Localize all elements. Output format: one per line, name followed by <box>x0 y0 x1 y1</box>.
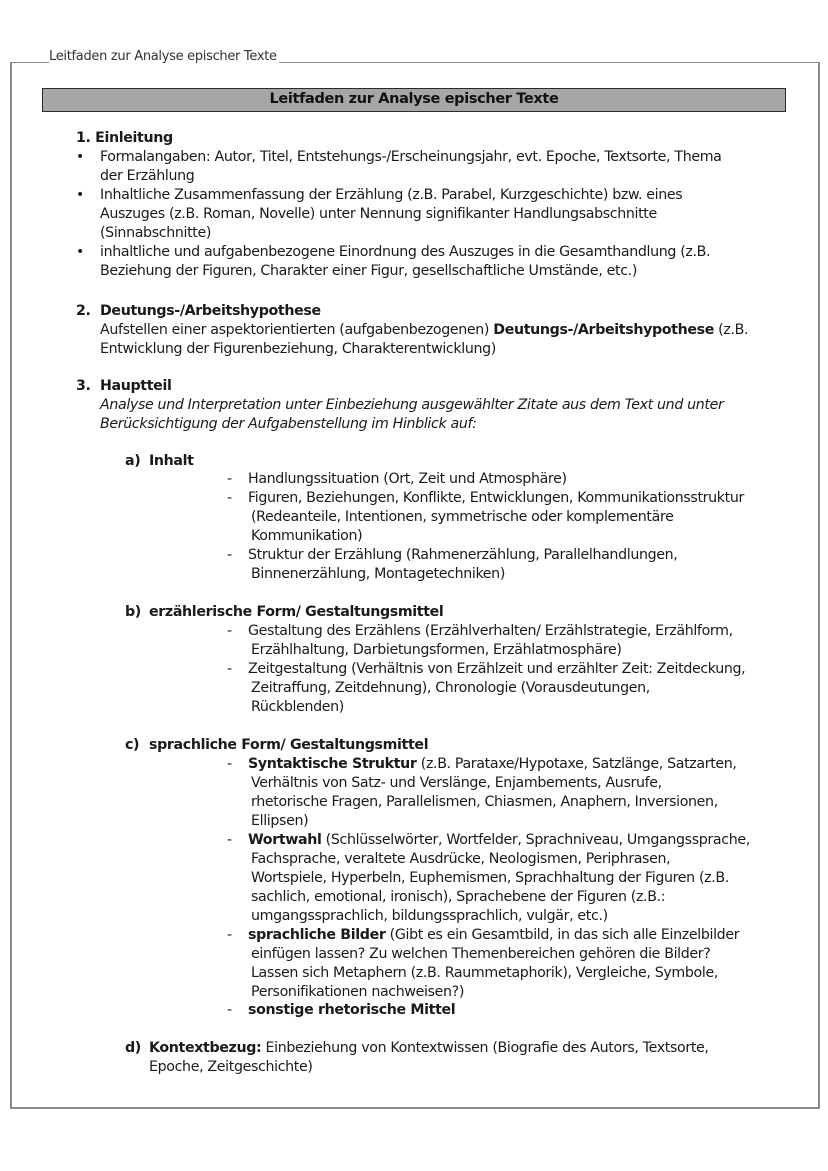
sub-c-item-2-line-2: Fachsprache, veraltete Ausdrücke, Neologismen, Periphrasen, <box>251 851 671 867</box>
einleitung-bullet-2-line-1: Inhaltliche Zusammenfassung der Erzählung (z.B. Parabel, Kurzgeschichte) bzw. eines <box>100 187 683 203</box>
dash-icon: - <box>227 661 232 677</box>
sub-c-label: c) <box>125 737 140 753</box>
term-sprachliche-bilder: sprachliche Bilder <box>248 927 386 943</box>
sub-c-item-2-line-4: sachlich, emotional, ironisch), Sprachebene der Figuren (z.B.: <box>251 889 666 905</box>
sub-b-item-2-line-3: Rückblenden) <box>251 699 344 715</box>
sub-c-item-1-line-3: rhetorische Fragen, Parallelismen, Chiasmen, Anaphern, Inversionen, <box>251 794 718 810</box>
running-header: Leitfaden zur Analyse epischer Texte <box>49 49 277 64</box>
sub-c-item-2-line-3: Wortspiele, Hyperbeln, Euphemismen, Sprachhaltung der Figuren (z.B. <box>251 870 729 886</box>
sub-a-item-3-line-1: Struktur der Erzählung (Rahmenerzählung, Parallelhandlungen, <box>248 547 678 563</box>
dash-icon: - <box>227 1002 232 1018</box>
sub-a-item-3-line-2: Binnenerzählung, Montagetechniken) <box>251 566 506 582</box>
sub-c-item-2-line-1 <box>248 831 750 850</box>
sub-c-item-4-line-1: sonstige rhetorische Mittel <box>248 1002 456 1018</box>
section-hauptteil-number: 3. <box>76 378 91 394</box>
sub-c-heading: sprachliche Form/ Gestaltungsmittel <box>149 737 429 753</box>
sub-a-item-1-line-1: Handlungssituation (Ort, Zeit und Atmosphäre) <box>248 471 567 487</box>
hypothese-line-2: Entwicklung der Figurenbeziehung, Charakterentwicklung) <box>100 341 496 357</box>
sub-a-heading: Inhalt <box>149 453 194 469</box>
dash-icon: - <box>227 756 232 772</box>
sub-b-item-1-line-1: Gestaltung des Erzählens (Erzählverhalten/ Erzählstrategie, Erzählform, <box>248 623 733 639</box>
sub-c-item-3-line-2: einfügen lassen? Zu welchen Themenbereichen gehören die Bilder? <box>251 946 711 962</box>
term-kontextbezug: Kontextbezug: <box>149 1040 262 1056</box>
item-text: (Schlüsselwörter, Wortfelder, Sprachniveau, Umgangssprache, <box>321 832 750 848</box>
einleitung-bullet-2-line-2: Auszuges (z.B. Roman, Novelle) unter Nennung signifikanter Handlungsabschnitte <box>100 206 657 222</box>
einleitung-bullet-1-line-1: Formalangaben: Autor, Titel, Entstehungs-/Erscheinungsjahr, evt. Epoche, Textsorte, Thema <box>100 149 722 165</box>
hauptteil-intro-line-2: Berücksichtigung der Aufgabenstellung im Hinblick auf: <box>100 416 477 432</box>
einleitung-bullet-1-line-2: der Erzählung <box>100 168 195 184</box>
dash-icon: - <box>227 623 232 639</box>
dash-icon: - <box>227 547 232 563</box>
sub-c-item-2-line-5: umgangssprachlich, bildungssprachlich, vulgär, etc.) <box>251 908 608 924</box>
bullet-icon: • <box>76 244 84 260</box>
einleitung-bullet-3-line-1: inhaltliche und aufgabenbezogene Einordnung des Auszuges in die Gesamthandlung (z.B. <box>100 244 711 260</box>
section-title: Einleitung <box>95 130 173 146</box>
dash-icon: - <box>227 490 232 506</box>
document-title: Leitfaden zur Analyse epischer Texte <box>42 88 786 112</box>
sub-b-heading: erzählerische Form/ Gestaltungsmittel <box>149 604 444 620</box>
hypothese-bold-term: Deutungs-/Arbeitshypothese <box>493 322 714 338</box>
item-text: (z.B. Parataxe/Hypotaxe, Satzlänge, Satzarten, <box>416 756 737 772</box>
section-number: 1. <box>76 130 91 146</box>
dash-icon: - <box>227 471 232 487</box>
sub-b-label: b) <box>125 604 141 620</box>
term-syntaktische-struktur: Syntaktische Struktur <box>248 756 417 772</box>
sub-a-item-2-line-2: (Redeanteile, Intentionen, symmetrische oder komplementäre <box>251 509 674 525</box>
hauptteil-intro-line-1: Analyse und Interpretation unter Einbeziehung ausgewählter Zitate aus dem Text und unter <box>100 397 724 413</box>
sub-c-item-1-line-4: Ellipsen) <box>251 813 309 829</box>
hypothese-text: Aufstellen einer aspektorientierten (aufgabenbezogenen) <box>100 322 494 338</box>
sub-c-item-1-line-1 <box>248 755 737 774</box>
sub-b-item-2-line-1: Zeitgestaltung (Verhältnis von Erzählzeit und erzählter Zeit: Zeitdeckung, <box>248 661 746 677</box>
dash-icon: - <box>227 927 232 943</box>
sub-c-item-3-line-3: Lassen sich Metaphern (z.B. Raummetaphorik), Vergleiche, Symbole, <box>251 965 719 981</box>
sub-c-item-3-line-4: Personifikationen nachweisen?) <box>251 984 465 1000</box>
sub-b-item-1-line-2: Erzählhaltung, Darbietungsformen, Erzählatmosphäre) <box>251 642 622 658</box>
sub-d-line-1 <box>149 1039 709 1058</box>
sub-d-line-2: Epoche, Zeitgeschichte) <box>149 1059 313 1075</box>
einleitung-bullet-3-line-2: Beziehung der Figuren, Charakter einer Figur, gesellschaftliche Umstände, etc.) <box>100 263 638 279</box>
dash-icon: - <box>227 832 232 848</box>
sub-a-item-2-line-3: Kommunikation) <box>251 528 363 544</box>
sub-c-item-1-line-2: Verhältnis von Satz- und Verslänge, Enjambements, Ausrufe, <box>251 775 662 791</box>
einleitung-bullet-2-line-3: (Sinnabschnitte) <box>100 225 212 241</box>
bullet-icon: • <box>76 149 84 165</box>
sub-d-label: d) <box>125 1040 141 1056</box>
hypothese-line-1 <box>100 321 748 340</box>
sub-a-label: a) <box>125 453 141 469</box>
bullet-icon: • <box>76 187 84 203</box>
sub-b-item-2-line-2: Zeitraffung, Zeitdehnung), Chronologie (Vorausdeutungen, <box>251 680 650 696</box>
sub-d-text: Einbeziehung von Kontextwissen (Biografie des Autors, Textsorte, <box>261 1040 709 1056</box>
section-hypothese-heading-number: 2. <box>76 303 91 319</box>
section-hauptteil-heading: Hauptteil <box>100 378 172 394</box>
section-einleitung-heading <box>76 129 173 148</box>
sub-c-item-3-line-1 <box>248 926 739 945</box>
sub-a-item-2-line-1: Figuren, Beziehungen, Konflikte, Entwicklungen, Kommunikationsstruktur <box>248 490 745 506</box>
term-wortwahl: Wortwahl <box>248 832 322 848</box>
section-hypothese-heading: Deutungs-/Arbeitshypothese <box>100 303 321 319</box>
hypothese-text-suffix: (z.B. <box>714 322 749 338</box>
item-text: (Gibt es ein Gesamtbild, in das sich alle Einzelbilder <box>385 927 740 943</box>
